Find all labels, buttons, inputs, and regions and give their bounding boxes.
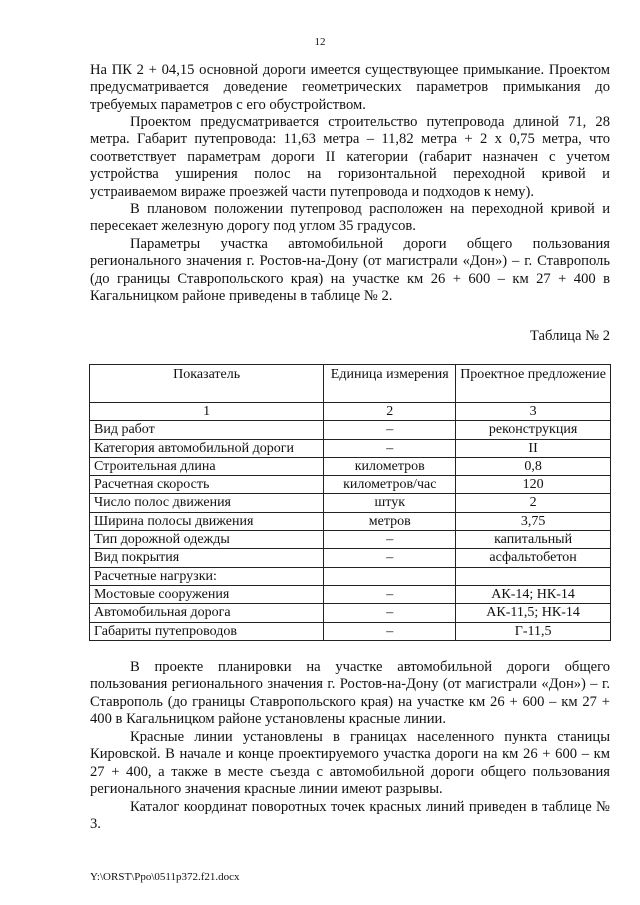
row-indicator: Тип дорожной одежды [90,531,324,549]
table-row [90,549,611,567]
table-label: Таблица № 2 [530,328,610,344]
page-number: 12 [314,36,326,48]
row-value: АК-11,5; НК-14 [456,604,611,622]
row-indicator: Расчетные нагрузки: [90,567,324,585]
row-indicator: Строительная длина [90,457,324,475]
row-value: 0,8 [456,457,611,475]
paragraph-parameters-intro: Параметры участка автомобильной дороги общего пользования регионального значения г. Ростов-на-Дону (от магистрали «Дон») – г. Ставрополь (до границы Ставропольского края) на участке км 26 + 600 – км 27 + 400 в Кагальницком районе приведены в таблице № 2. [90,236,610,305]
row-value: 2 [456,494,611,512]
paragraph-red-lines-project: В проекте планировки на участке автомобильной дороги общего пользования регионального значения г. Ростов-на-Дону (от магистрали «Дон») – г. Ставрополь (до границы Ставропольского края) на участке км 26 + 600 – км 27 + 400 в Кагальницком районе установлены красные линии. [90,659,610,728]
header-unit: Единица измерения [324,365,456,403]
table-row [90,622,611,640]
row-value: 120 [456,476,611,494]
row-indicator: Вид работ [90,421,324,439]
paragraph-red-lines-boundaries: Красные линии установлены в границах населенного пункта станицы Кировской. В начале и конце проектируемого участка дороги на км 26 + 600 – км 27 + 400, а также в месте съезда с автомобильной дороги общего пользования регионального значения красные линии имеют разрывы. [90,729,610,798]
row-unit: – [324,439,456,457]
table-row [90,439,611,457]
paragraph-junction: На ПК 2 + 04,15 основной дороги имеется существующее примыкание. Проектом предусматривается доведение геометрических параметров примыкания до требуемых параметров с его обустройством. [90,62,610,113]
row-indicator: Число полос движения [90,494,324,512]
table-row [90,494,611,512]
row-unit: – [324,622,456,640]
row-value: II [456,439,611,457]
column-number: 1 [90,403,324,421]
row-unit: – [324,549,456,567]
row-unit: – [324,585,456,603]
table-row [90,512,611,530]
row-value: Г-11,5 [456,622,611,640]
row-indicator: Мостовые сооружения [90,585,324,603]
table-header-row [90,365,611,403]
column-number: 3 [456,403,611,421]
row-indicator: Ширина полосы движения [90,512,324,530]
row-unit [324,567,456,585]
row-unit: – [324,531,456,549]
row-value: реконструкция [456,421,611,439]
row-indicator: Категория автомобильной дороги [90,439,324,457]
row-value: АК-14; НК-14 [456,585,611,603]
header-proposal: Проектное предложение [456,365,611,403]
row-indicator: Вид покрытия [90,549,324,567]
row-indicator: Габариты путепроводов [90,622,324,640]
paragraph-coordinates-catalog: Каталог координат поворотных точек красных линий приведен в таблице № 3. [90,799,610,833]
table-row [90,585,611,603]
column-number: 2 [324,403,456,421]
row-unit: штук [324,494,456,512]
table-row [90,567,611,585]
row-indicator: Автомобильная дорога [90,604,324,622]
row-unit: – [324,421,456,439]
header-indicator: Показатель [90,365,324,403]
row-unit: – [324,604,456,622]
row-value [456,567,611,585]
table-row [90,604,611,622]
row-value: капитальный [456,531,611,549]
file-path-footer: Y:\ORST\Ppo\0511p372.f21.docx [90,871,240,883]
row-unit: километров/час [324,476,456,494]
paragraph-plan-position: В плановом положении путепровод расположен на переходной кривой и пересекает железную дорогу под углом 35 градусов. [90,201,610,235]
row-value: асфальтобетон [456,549,611,567]
table-row [90,476,611,494]
table-row [90,457,611,475]
row-unit: метров [324,512,456,530]
table-numbering-row [90,403,611,421]
paragraph-overpass: Проектом предусматривается строительство путепровода длиной 71, 28 метра. Габарит путепровода: 11,63 метра – 11,82 метра + 2 х 0,75 метра, что соответствует параметрам дороги II категории (габарит назначен с учетом устройства уширения полос на горизонтальной переходной кривой и устраиваемом вираже проезжей части путепровода и подходов к нему). [90,114,610,200]
row-unit: километров [324,457,456,475]
row-value: 3,75 [456,512,611,530]
parameters-table [89,364,611,641]
table-row [90,531,611,549]
table-row [90,421,611,439]
row-indicator: Расчетная скорость [90,476,324,494]
